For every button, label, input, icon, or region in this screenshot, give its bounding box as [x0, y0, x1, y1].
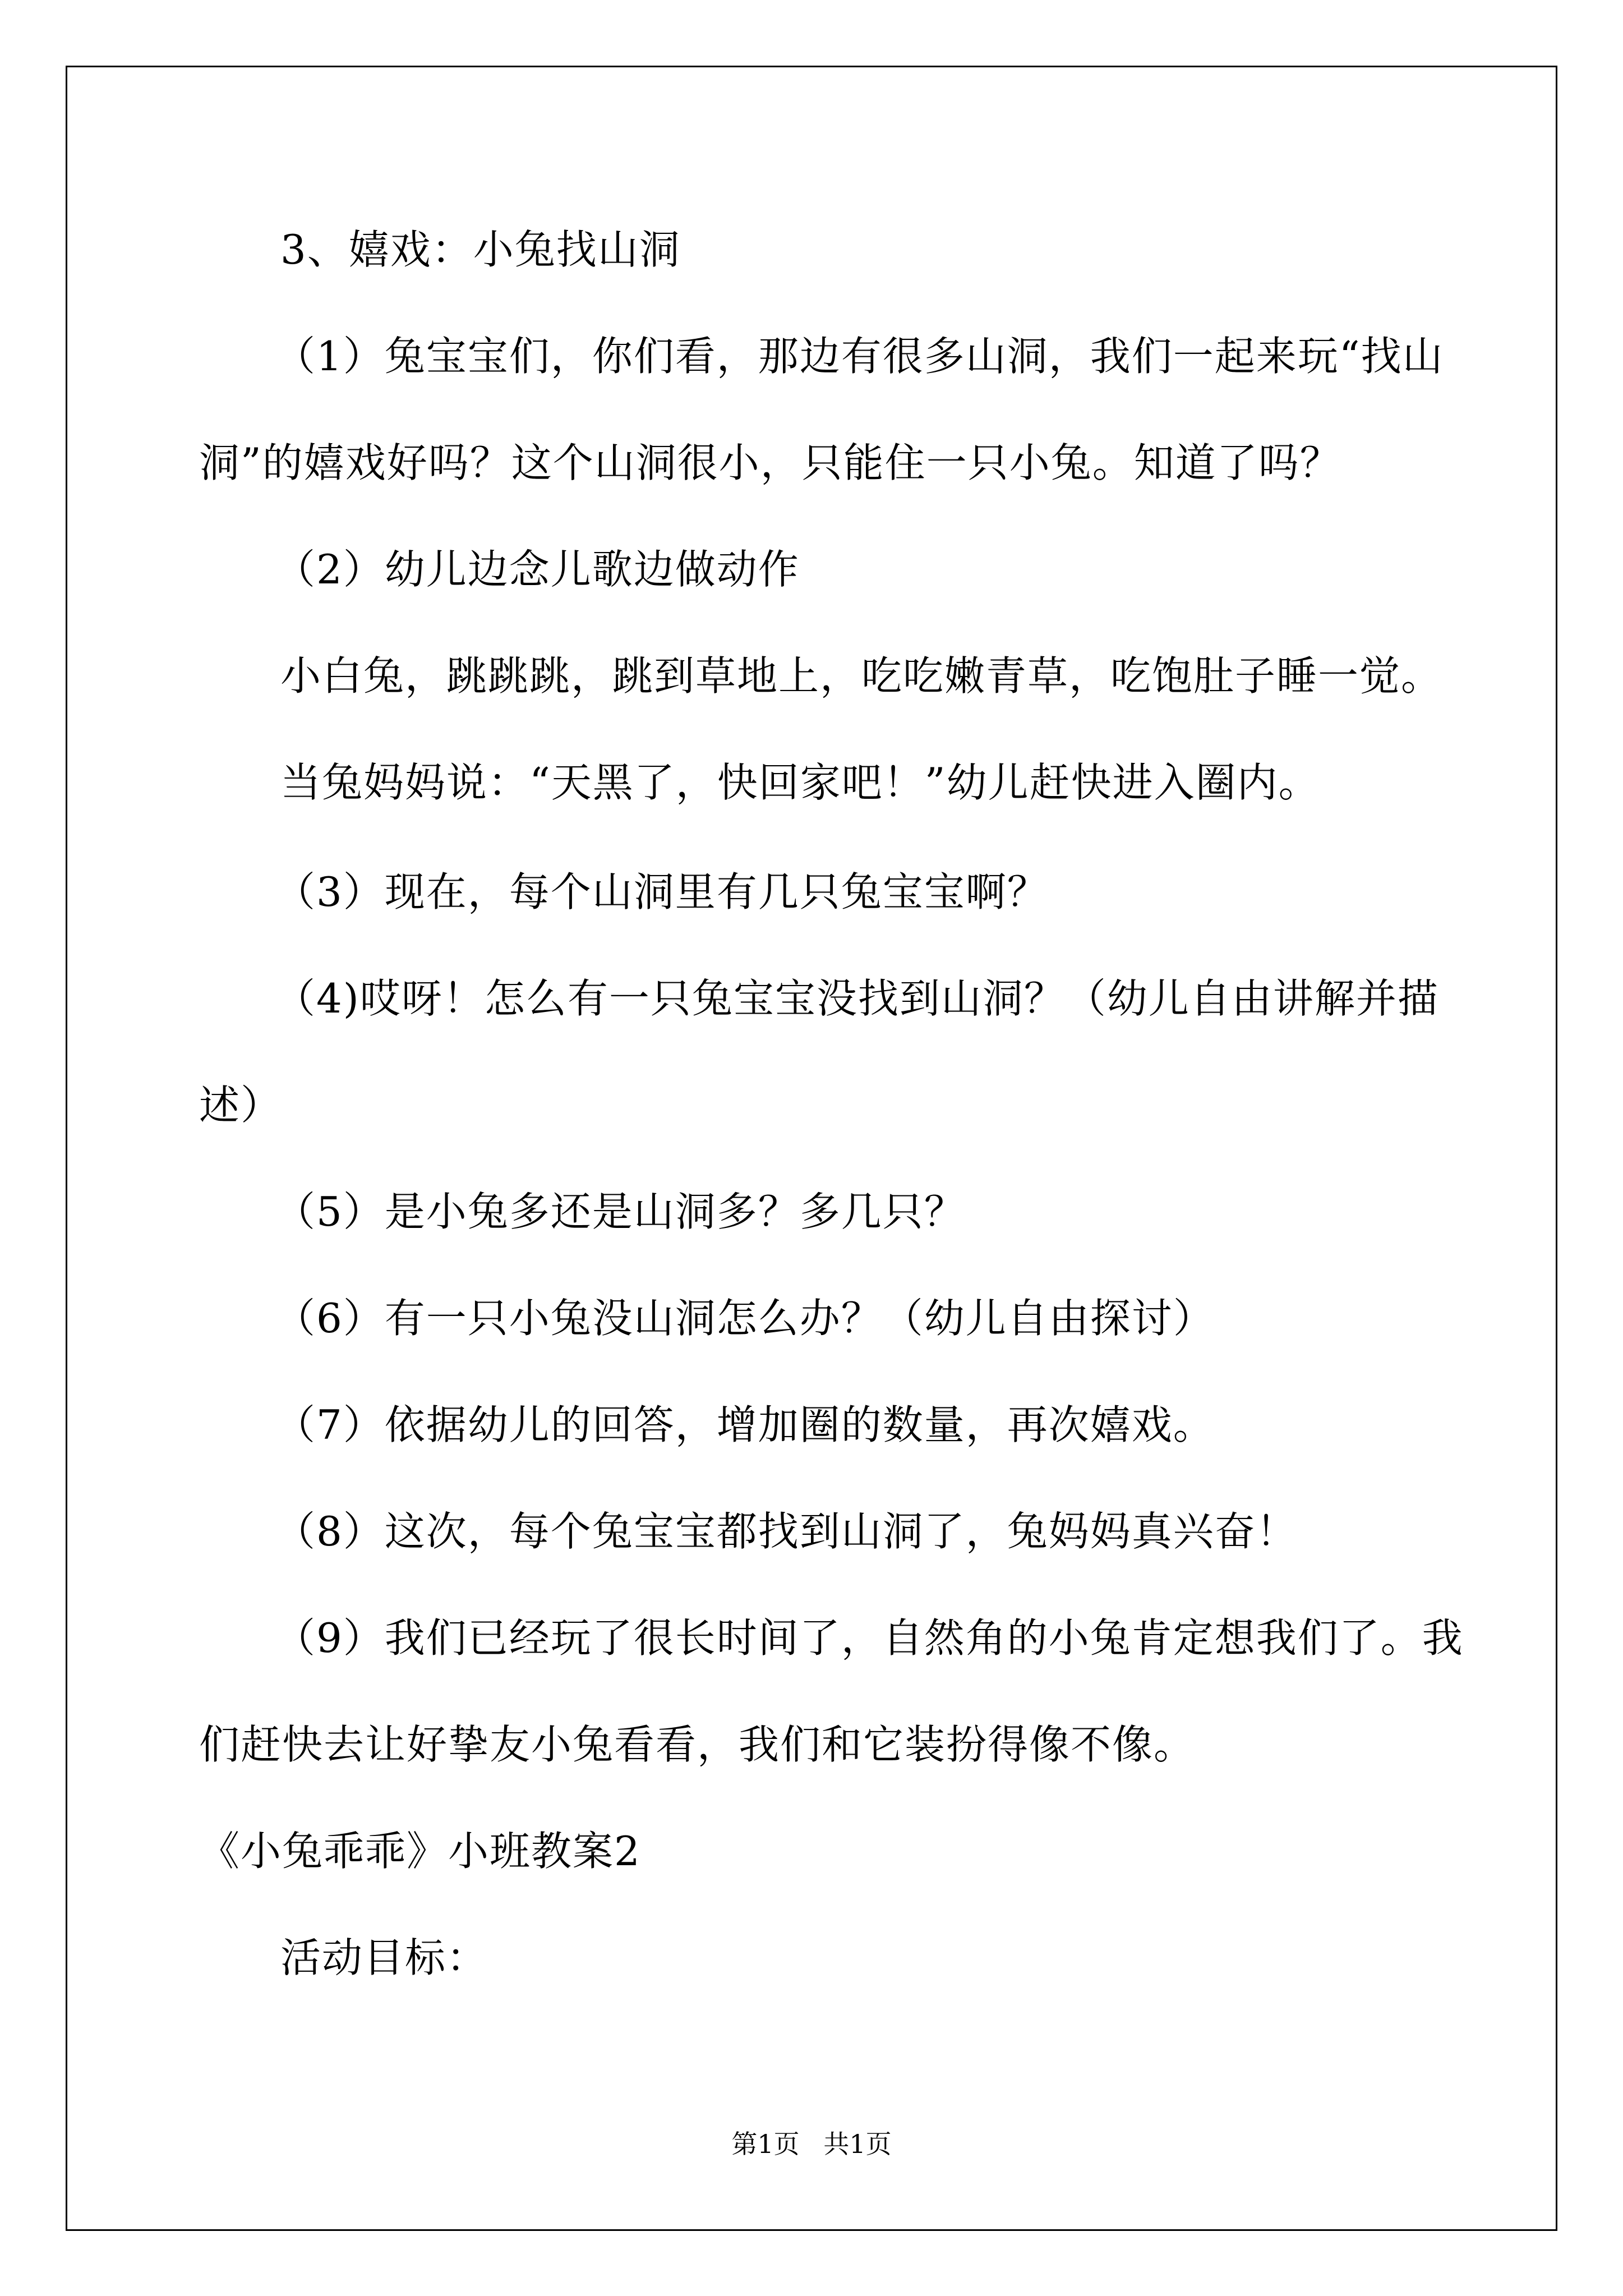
paragraph: （6）有一只小兔没山洞怎么办？（幼儿自由探讨） — [275, 1295, 1215, 1342]
paragraph: （2）幼儿边念儿歌边做动作 — [275, 546, 800, 593]
paragraph: 们赶快去让好挚友小兔看看，我们和它装扮得像不像。 — [199, 1721, 1196, 1768]
page-total: 共1页 — [823, 2129, 892, 2159]
paragraph: （8）这次，每个兔宝宝都找到山洞了，兔妈妈真兴奋！ — [275, 1508, 1298, 1555]
paragraph: （3）现在，每个山洞里有几只兔宝宝啊？ — [275, 868, 1049, 915]
page-border — [66, 66, 1557, 2231]
paragraph: 当兔妈妈说：“天黑了，快回家吧！”幼儿赶快进入圈内。 — [280, 759, 1320, 806]
paragraph: （7）依据幼儿的回答，增加圈的数量，再次嬉戏。 — [275, 1401, 1215, 1448]
paragraph: （9）我们已经玩了很长时间了，自然角的小兔肯定想我们了。我 — [275, 1614, 1464, 1662]
section-heading: 3、嬉戏：小兔找山洞 — [280, 226, 681, 273]
page-footer — [0, 2127, 1623, 2161]
paragraph: 小白兔，跳跳跳，跳到草地上，吃吃嫩青草，吃饱肚子睡一觉。 — [280, 652, 1443, 700]
page-current: 第1页 — [731, 2129, 800, 2159]
section-title: 《小兔乖乖》小班教案2 — [199, 1828, 641, 1875]
paragraph: （4)哎呀！怎么有一只兔宝宝没找到山洞？（幼儿自由讲解并描 — [275, 975, 1439, 1022]
paragraph: 洞”的嬉戏好吗？这个山洞很小，只能住一只小兔。知道了吗？ — [199, 439, 1341, 486]
paragraph: （5）是小兔多还是山洞多？多几只？ — [275, 1188, 966, 1235]
paragraph: （1）兔宝宝们，你们看，那边有很多山洞，我们一起来玩“找山 — [275, 333, 1444, 380]
paragraph: 述） — [199, 1082, 283, 1129]
subheading: 活动目标： — [280, 1934, 488, 1981]
